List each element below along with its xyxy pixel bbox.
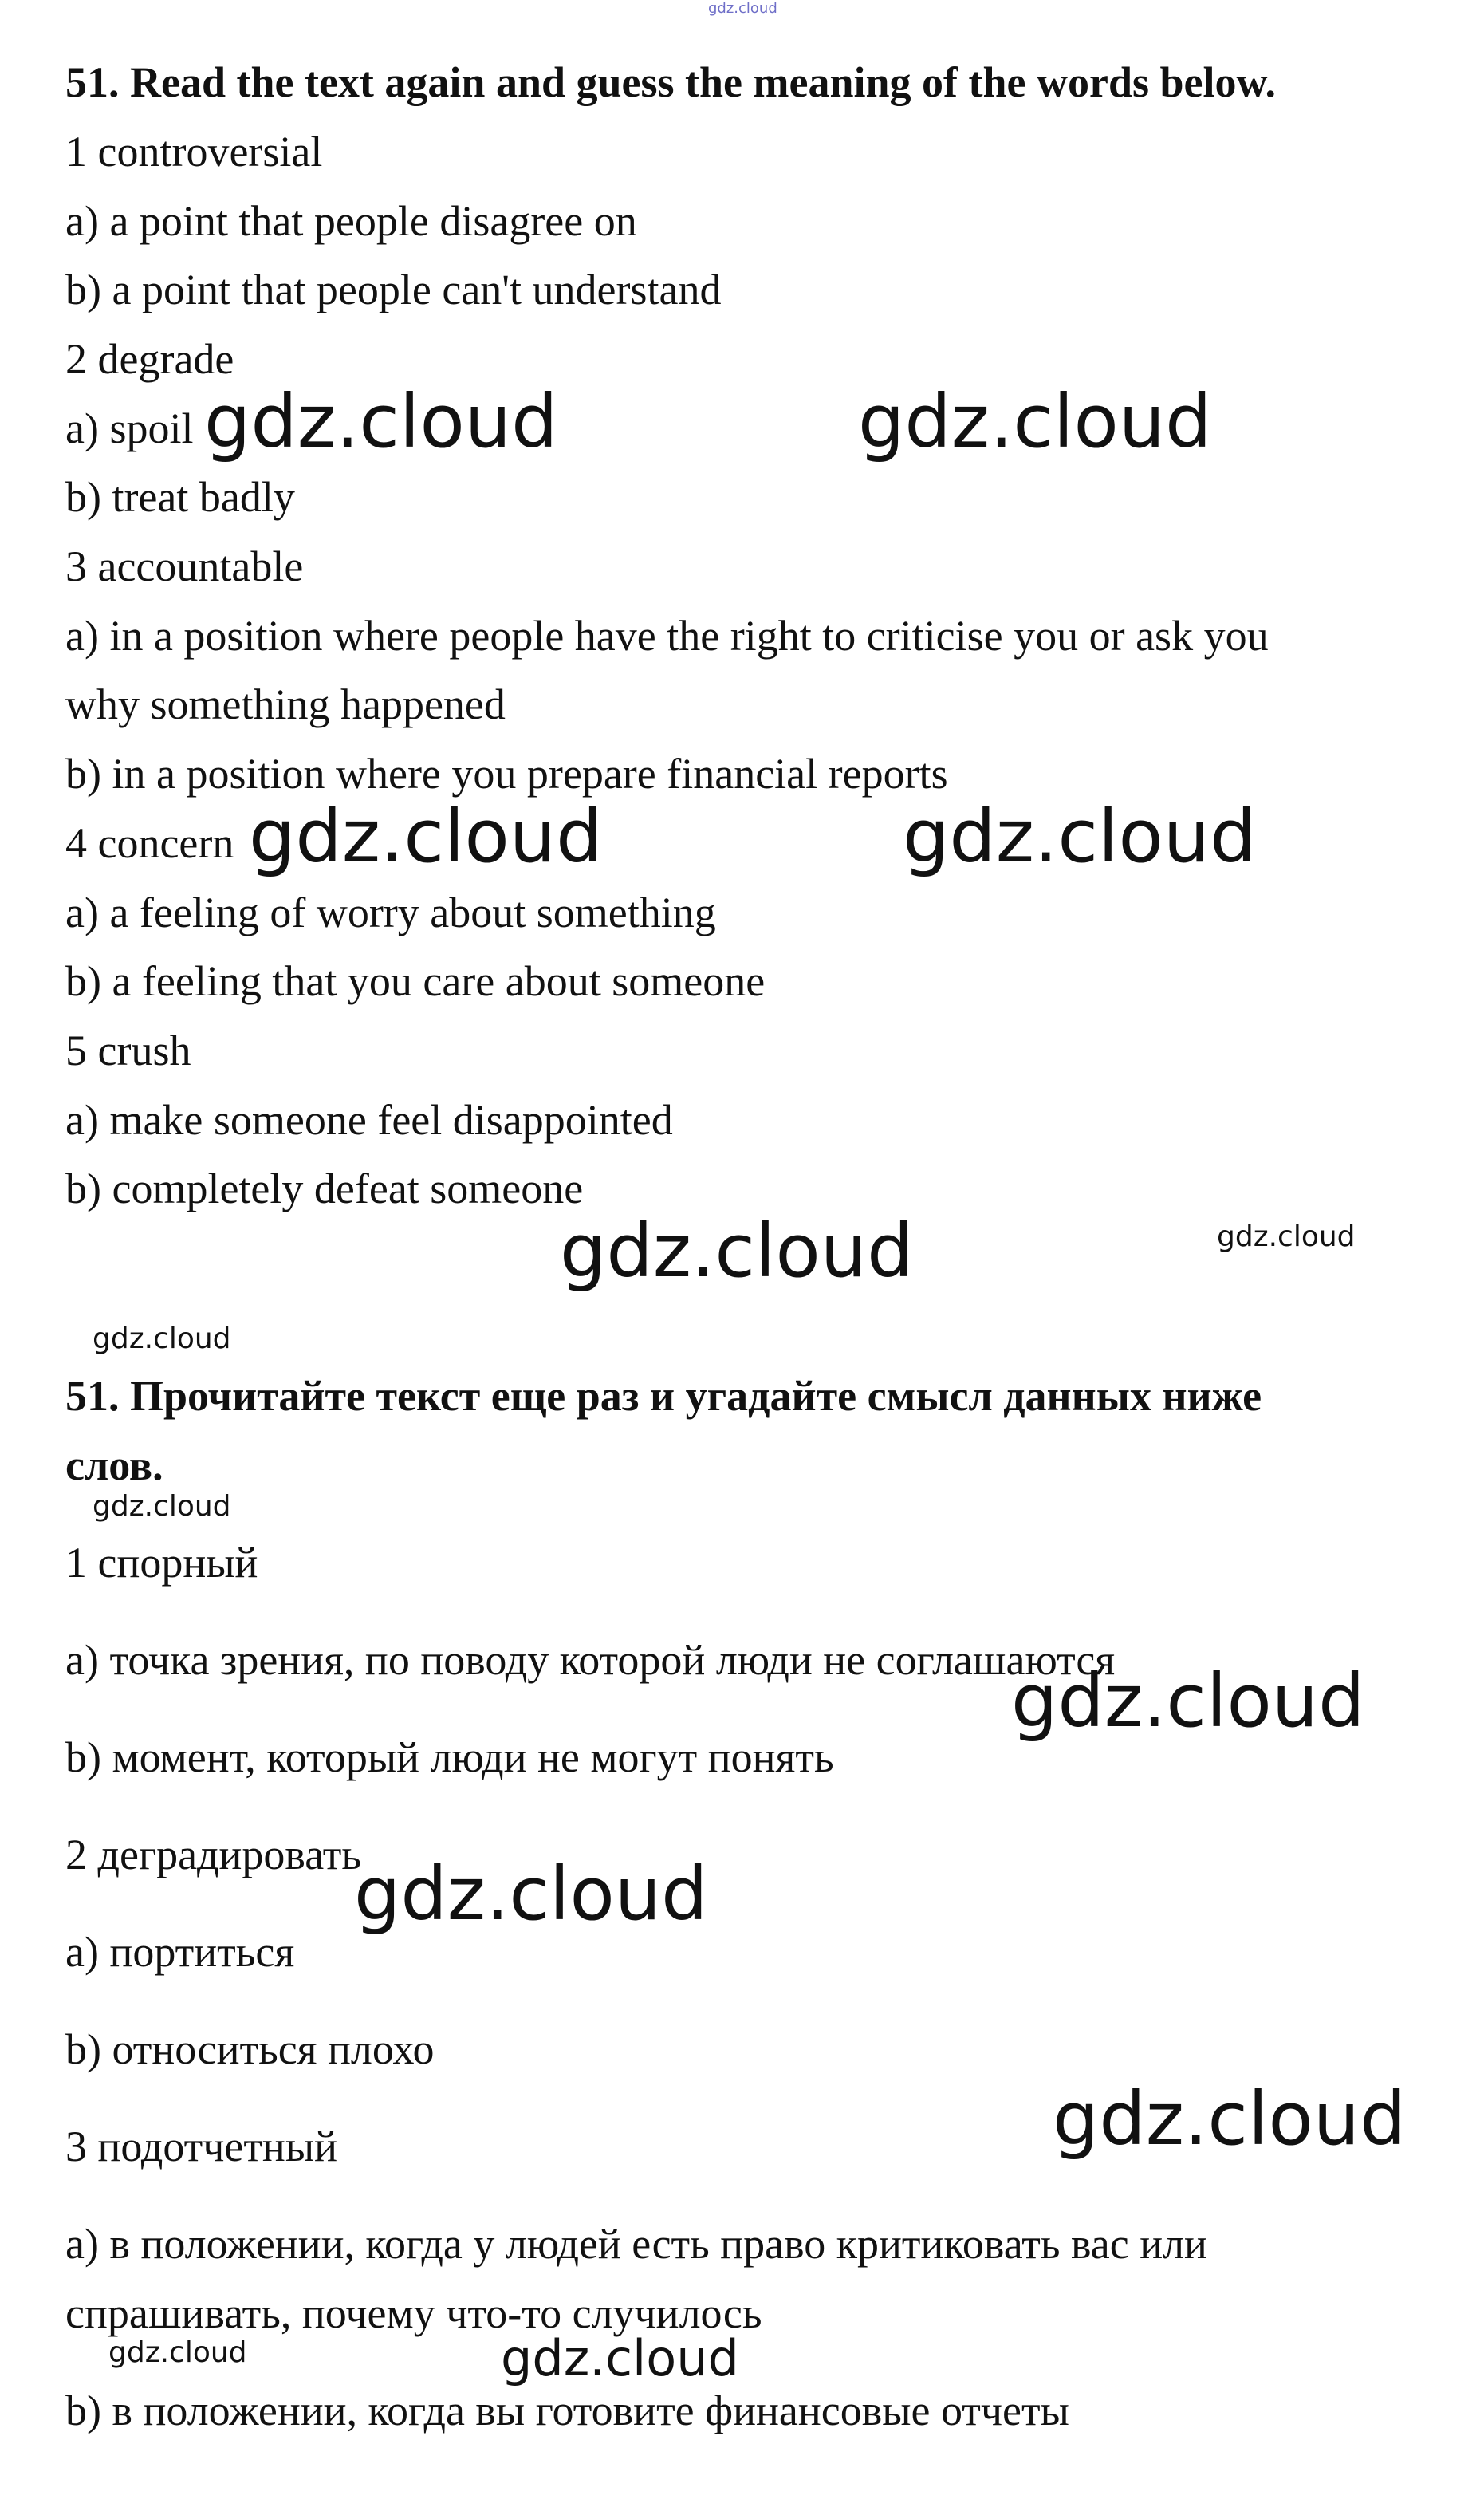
exercise-heading-english: 51. Read the text again and guess the meaning of the words below. bbox=[65, 58, 1277, 106]
ru-line-10: b) в положении, когда вы готовите финансовые отчеты bbox=[65, 2387, 1069, 2434]
watermark-13: gdz.cloud bbox=[501, 2329, 739, 2387]
watermark-5: gdz.cloud bbox=[560, 1208, 914, 1294]
ru-line-5: a) портиться bbox=[65, 1928, 295, 1976]
en-line-6: b) treat badly bbox=[65, 473, 295, 521]
watermark-9: gdz.cloud bbox=[1011, 1658, 1365, 1744]
en-line-16: b) completely defeat someone bbox=[65, 1165, 584, 1212]
en-line-8: a) in a position where people have the right to criticise you or ask you bbox=[65, 612, 1269, 660]
watermark-10: gdz.cloud bbox=[354, 1851, 708, 1937]
watermark-4: gdz.cloud bbox=[903, 794, 1257, 879]
en-line-4: 2 degrade bbox=[65, 335, 234, 383]
ru-line-1: 1 спорный bbox=[65, 1539, 258, 1587]
ru-line-8: a) в положении, когда у людей есть право критиковать вас или bbox=[65, 2220, 1207, 2268]
en-line-12: a) a feeling of worry about something bbox=[65, 889, 716, 936]
watermark-top: gdz.cloud bbox=[708, 0, 777, 17]
en-line-11: 4 concern bbox=[65, 819, 234, 867]
watermark-11: gdz.cloud bbox=[1053, 2076, 1407, 2162]
watermark-7: gdz.cloud bbox=[93, 1323, 231, 1355]
en-line-14: 5 crush bbox=[65, 1027, 191, 1074]
ru-line-7: 3 подотчетный bbox=[65, 2123, 338, 2170]
watermark-2: gdz.cloud bbox=[858, 379, 1212, 464]
watermark-1: gdz.cloud bbox=[204, 379, 558, 464]
en-line-13: b) a feeling that you care about someone bbox=[65, 957, 766, 1005]
en-line-9: why something happened bbox=[65, 680, 506, 728]
exercise-heading-russian-1: 51. Прочитайте текст еще раз и угадайте смысл данных ниже bbox=[65, 1372, 1262, 1420]
en-line-3: b) a point that people can't understand bbox=[65, 266, 722, 313]
watermark-8: gdz.cloud bbox=[93, 1490, 231, 1523]
ru-line-6: b) относиться плохо bbox=[65, 2025, 435, 2073]
en-line-1: 1 controversial bbox=[65, 128, 323, 175]
exercise-heading-russian-2: слов. bbox=[65, 1441, 163, 1489]
ru-line-3: b) момент, который люди не могут понять bbox=[65, 1733, 834, 1781]
en-line-15: a) make someone feel disappointed bbox=[65, 1096, 673, 1144]
ru-line-9: спрашивать, почему что-то случилось bbox=[65, 2289, 762, 2337]
en-line-2: a) a point that people disagree on bbox=[65, 197, 637, 245]
ru-line-2: a) точка зрения, по поводу которой люди не соглашаются bbox=[65, 1636, 1116, 1684]
en-line-10: b) in a position where you prepare financial reports bbox=[65, 750, 948, 798]
ru-line-4: 2 деградировать bbox=[65, 1831, 362, 1878]
watermark-3: gdz.cloud bbox=[249, 794, 603, 879]
watermark-12: gdz.cloud bbox=[108, 2336, 247, 2369]
watermark-6: gdz.cloud bbox=[1217, 1220, 1356, 1253]
en-line-7: 3 accountable bbox=[65, 542, 304, 590]
en-line-5: a) spoil bbox=[65, 404, 194, 452]
